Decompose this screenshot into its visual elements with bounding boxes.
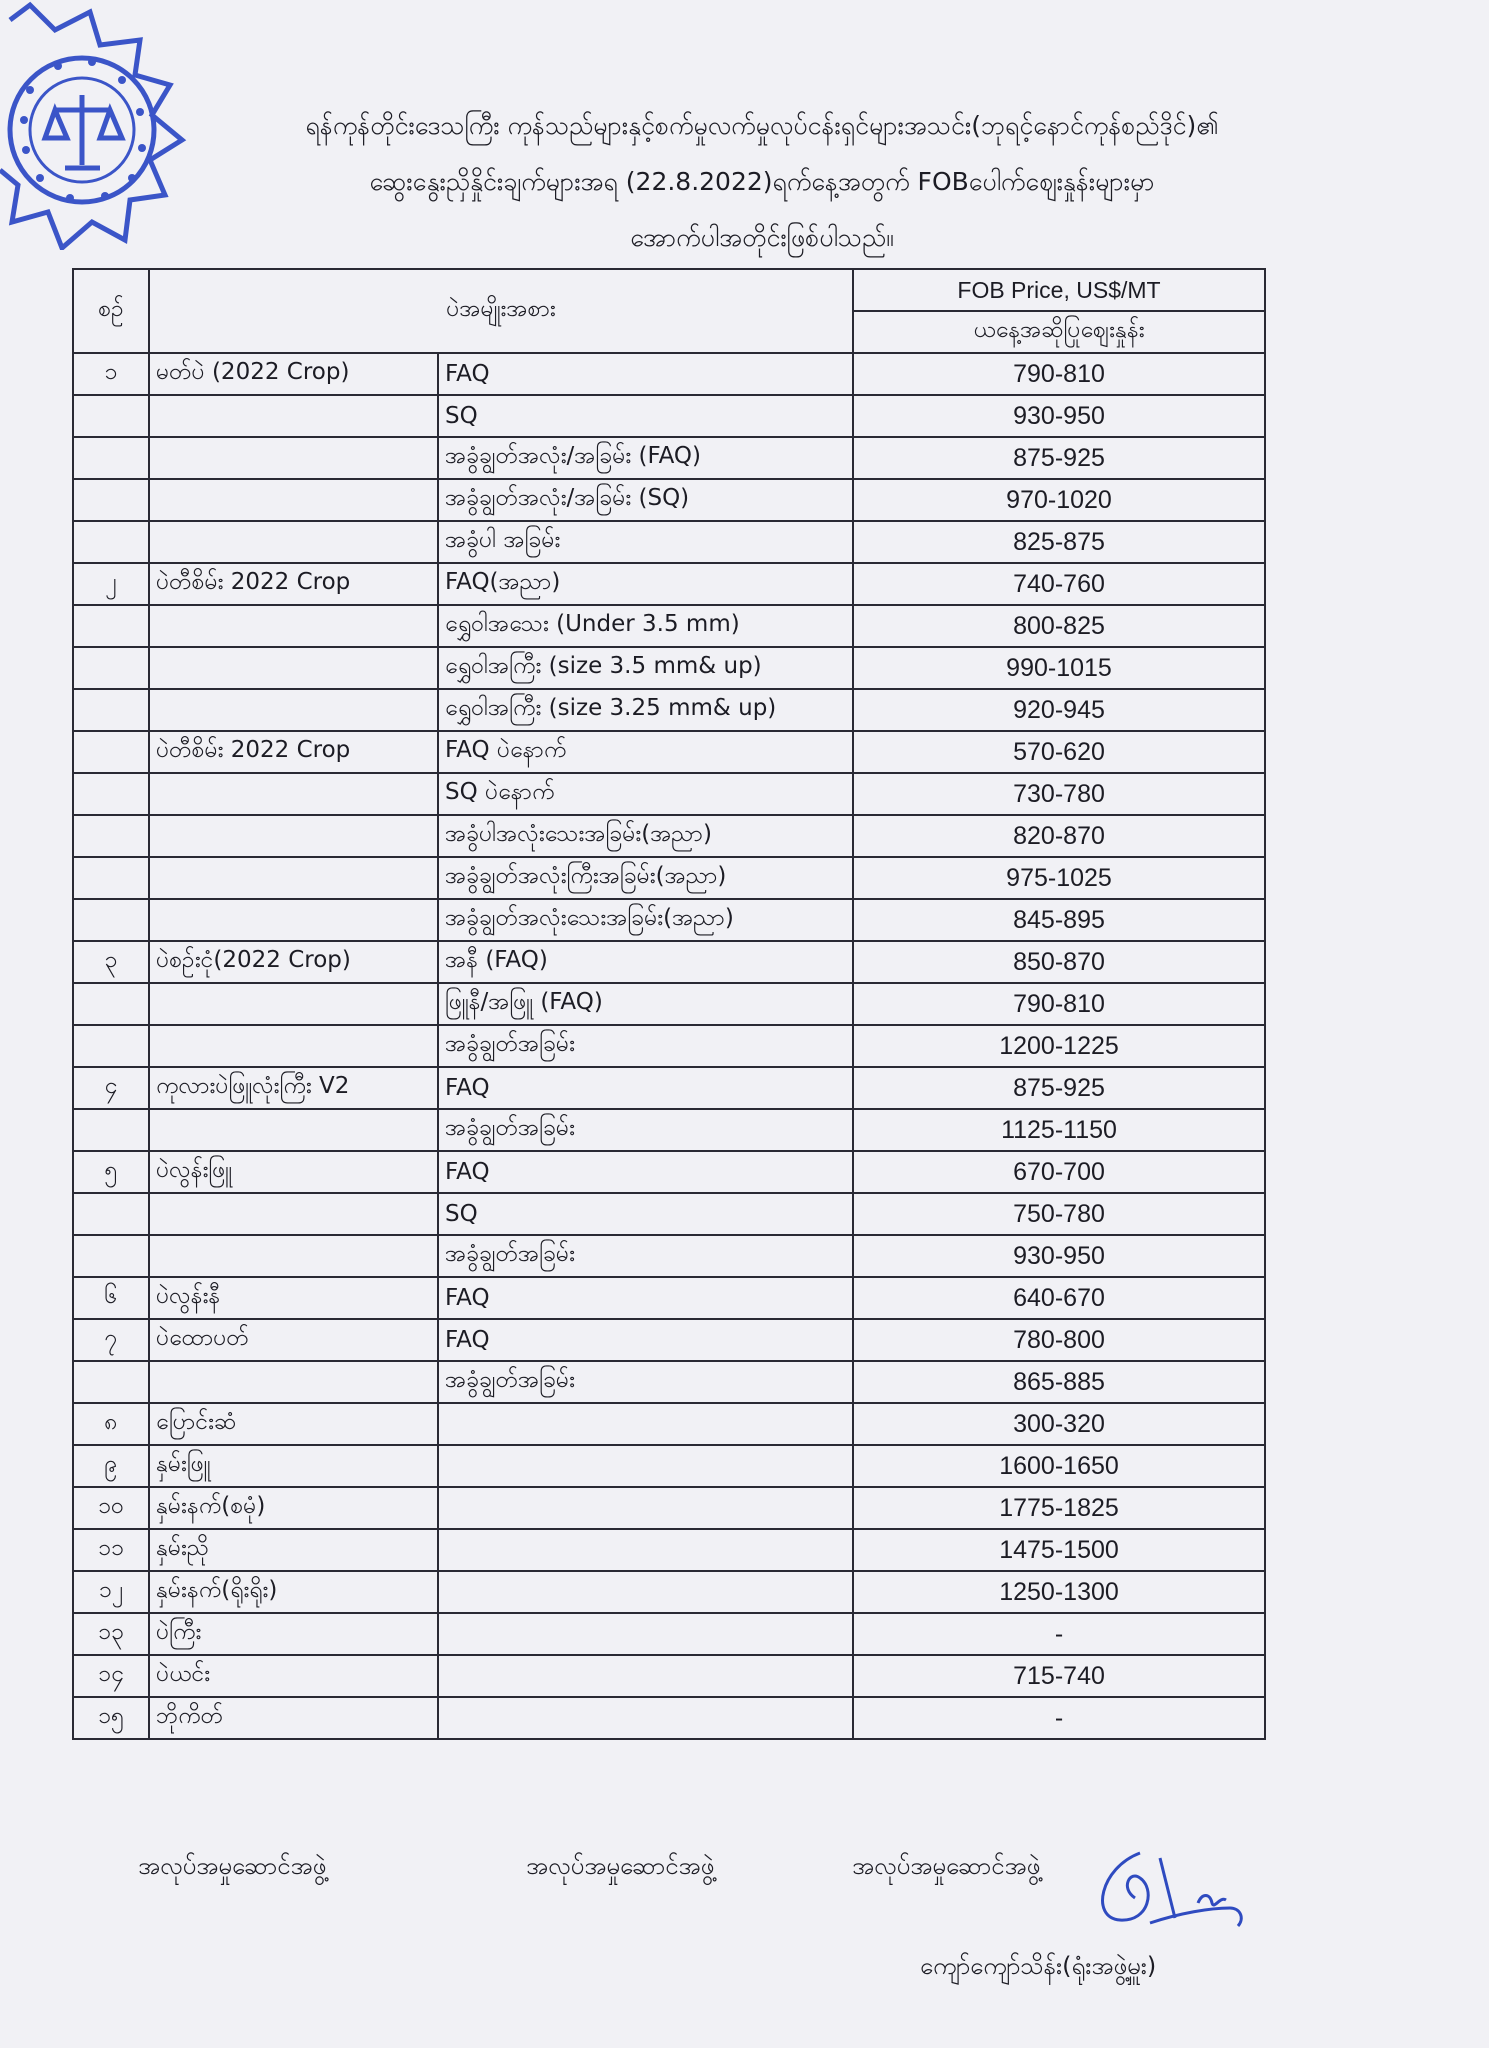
row-item — [149, 605, 438, 647]
row-number: ၁၀ — [73, 1487, 149, 1529]
col-header-no: စဉ် — [73, 269, 149, 353]
row-item — [149, 479, 438, 521]
row-item: မတ်ပဲ (2022 Crop) — [149, 353, 438, 395]
table-row — [73, 1361, 1265, 1403]
row-item: ပဲစဉ်းငုံ(2022 Crop) — [149, 941, 438, 983]
row-price: 930-950 — [853, 395, 1265, 437]
row-item: ဘိုကိတ် — [149, 1697, 438, 1739]
header-line-1: ရန်ကုန်တိုင်းဒေသကြီး ကုန်သည်များနှင့်စက်မှုလက်မှုလုပ်ငန်းရှင်များအသင်း(ဘုရင့်နောင်ကုန်စည်ဒိုင်)၏ — [305, 111, 1219, 140]
table-row — [73, 1277, 1265, 1319]
row-grade — [438, 1697, 853, 1739]
row-price: 1250-1300 — [853, 1571, 1265, 1613]
row-grade: FAQ(အညာ) — [438, 563, 853, 605]
row-grade: အခွံချွတ်အခြမ်း — [438, 1109, 853, 1151]
table-row — [73, 1109, 1265, 1151]
row-price: 970-1020 — [853, 479, 1265, 521]
row-grade: FAQ — [438, 1151, 853, 1193]
table-row — [73, 1697, 1265, 1739]
row-item: ပဲတီစိမ်း 2022 Crop — [149, 731, 438, 773]
row-price: 300-320 — [853, 1403, 1265, 1445]
row-grade: အခွံပါအလုံးသေးအခြမ်း(အညာ) — [438, 815, 853, 857]
row-number — [73, 983, 149, 1025]
row-grade: အခွံပါ အခြမ်း — [438, 521, 853, 563]
row-item: ပဲထောပတ် — [149, 1319, 438, 1361]
row-price: - — [853, 1613, 1265, 1655]
col-header-item: ပဲအမျိုးအစား — [149, 269, 853, 353]
row-grade: FAQ — [438, 1277, 853, 1319]
table-row — [73, 1151, 1265, 1193]
row-item: နှမ်းနက်(ရိုးရိုး) — [149, 1571, 438, 1613]
row-number — [73, 899, 149, 941]
row-item — [149, 815, 438, 857]
table-row — [73, 815, 1265, 857]
row-price: 570-620 — [853, 731, 1265, 773]
row-price: 865-885 — [853, 1361, 1265, 1403]
row-price: 875-925 — [853, 437, 1265, 479]
row-grade — [438, 1403, 853, 1445]
row-number: ၇ — [73, 1319, 149, 1361]
row-price: 845-895 — [853, 899, 1265, 941]
row-item: ကုလားပဲဖြူလုံးကြီး V2 — [149, 1067, 438, 1109]
table-row — [73, 1193, 1265, 1235]
row-grade: FAQ — [438, 1067, 853, 1109]
row-number — [73, 857, 149, 899]
row-grade: အခွံချွတ်အလုံး/အခြမ်း (SQ) — [438, 479, 853, 521]
row-price: 715-740 — [853, 1655, 1265, 1697]
row-price: 1775-1825 — [853, 1487, 1265, 1529]
col-header-price-sub: ယနေ့အဆိုပြုဈေးနှုန်း — [853, 311, 1265, 353]
row-price: 790-810 — [853, 353, 1265, 395]
row-grade: အခွံချွတ်အခြမ်း — [438, 1361, 853, 1403]
row-item: ပဲယင်း — [149, 1655, 438, 1697]
table-row — [73, 1655, 1265, 1697]
row-grade — [438, 1445, 853, 1487]
row-item — [149, 1109, 438, 1151]
footer-label-2: အလုပ်အမှုဆောင်အဖွဲ့ — [526, 1852, 715, 1880]
document-header — [212, 98, 1312, 266]
row-number — [73, 479, 149, 521]
row-price: - — [853, 1697, 1265, 1739]
table-row — [73, 1067, 1265, 1109]
table-row — [73, 1613, 1265, 1655]
row-grade — [438, 1613, 853, 1655]
row-number: ၂ — [73, 563, 149, 605]
table-row — [73, 983, 1265, 1025]
row-price: 750-780 — [853, 1193, 1265, 1235]
row-grade: အခွံချွတ်အလုံးကြီးအခြမ်း(အညာ) — [438, 857, 853, 899]
row-number — [73, 1193, 149, 1235]
table-row — [73, 1529, 1265, 1571]
row-item — [149, 521, 438, 563]
row-grade: အခွံချွတ်အလုံး/အခြမ်း (FAQ) — [438, 437, 853, 479]
row-price: 780-800 — [853, 1319, 1265, 1361]
row-price: 820-870 — [853, 815, 1265, 857]
row-grade: အနီ (FAQ) — [438, 941, 853, 983]
row-price: 875-925 — [853, 1067, 1265, 1109]
row-number — [73, 731, 149, 773]
row-number: ၁၁ — [73, 1529, 149, 1571]
row-item — [149, 395, 438, 437]
row-item — [149, 647, 438, 689]
row-grade: အခွံချွတ်အလုံးသေးအခြမ်း(အညာ) — [438, 899, 853, 941]
row-grade: ရွှေဝါအသေး (Under 3.5 mm) — [438, 605, 853, 647]
row-item — [149, 1361, 438, 1403]
row-item — [149, 983, 438, 1025]
row-number — [73, 521, 149, 563]
row-grade — [438, 1571, 853, 1613]
row-number — [73, 1025, 149, 1067]
row-price: 1600-1650 — [853, 1445, 1265, 1487]
table-row — [73, 521, 1265, 563]
row-number: ၉ — [73, 1445, 149, 1487]
row-grade: FAQ ပဲနောက် — [438, 731, 853, 773]
row-grade: SQ ပဲနောက် — [438, 773, 853, 815]
row-item: ပဲကြီး — [149, 1613, 438, 1655]
price-table-body — [73, 353, 1265, 1739]
organization-seal — [0, 0, 198, 250]
table-row — [73, 941, 1265, 983]
table-row — [73, 731, 1265, 773]
row-price: 1125-1150 — [853, 1109, 1265, 1151]
row-number: ၁၂ — [73, 1571, 149, 1613]
row-number — [73, 437, 149, 479]
row-grade — [438, 1529, 853, 1571]
row-price: 640-670 — [853, 1277, 1265, 1319]
row-number — [73, 689, 149, 731]
row-price: 790-810 — [853, 983, 1265, 1025]
row-grade: ရွှေဝါအကြီး (size 3.5 mm& up) — [438, 647, 853, 689]
row-price: 670-700 — [853, 1151, 1265, 1193]
header-line-2: ဆွေးနွေးညှိနှိုင်းချက်များအရ (22.8.2022)ရက်နေ့အတွက် FOBပေါက်ဈေးနှုန်းများမှာ — [369, 167, 1155, 196]
row-number: ၅ — [73, 1151, 149, 1193]
row-grade — [438, 1655, 853, 1697]
table-row — [73, 1487, 1265, 1529]
row-number: ၄ — [73, 1067, 149, 1109]
row-number — [73, 1109, 149, 1151]
table-row — [73, 395, 1265, 437]
row-number: ၁၃ — [73, 1613, 149, 1655]
row-number — [73, 773, 149, 815]
row-number: ၃ — [73, 941, 149, 983]
row-grade — [438, 1487, 853, 1529]
table-row — [73, 857, 1265, 899]
row-price: 825-875 — [853, 521, 1265, 563]
signer-name: ကျော်ကျော်သိန်း(ရုံးအဖွဲ့မှူး) — [920, 1952, 1157, 1980]
row-number: ၆ — [73, 1277, 149, 1319]
row-number — [73, 395, 149, 437]
row-item: နှမ်းနက်(စမုံ) — [149, 1487, 438, 1529]
row-price: 740-760 — [853, 563, 1265, 605]
table-row — [73, 605, 1265, 647]
table-row — [73, 1025, 1265, 1067]
table-row — [73, 1403, 1265, 1445]
row-item: ပဲလွန်းနီ — [149, 1277, 438, 1319]
row-price: 850-870 — [853, 941, 1265, 983]
row-item: ပဲတီစိမ်း 2022 Crop — [149, 563, 438, 605]
price-table — [72, 268, 1266, 1740]
row-number — [73, 1361, 149, 1403]
table-row — [73, 353, 1265, 395]
row-number: ၁၄ — [73, 1655, 149, 1697]
row-grade: ဖြူနီ/အဖြူ (FAQ) — [438, 983, 853, 1025]
row-item: ပဲလွန်းဖြူ — [149, 1151, 438, 1193]
row-price: 990-1015 — [853, 647, 1265, 689]
row-number: ၁၅ — [73, 1697, 149, 1739]
row-number: ၁ — [73, 353, 149, 395]
row-item — [149, 437, 438, 479]
row-grade: SQ — [438, 395, 853, 437]
footer-label-1: အလုပ်အမှုဆောင်အဖွဲ့ — [138, 1852, 327, 1880]
row-item: နှမ်းညို — [149, 1529, 438, 1571]
row-grade: အခွံချွတ်အခြမ်း — [438, 1025, 853, 1067]
row-price: 1475-1500 — [853, 1529, 1265, 1571]
row-grade: အခွံချွတ်အခြမ်း — [438, 1235, 853, 1277]
row-number — [73, 1235, 149, 1277]
row-price: 800-825 — [853, 605, 1265, 647]
handwritten-signature — [1080, 1848, 1260, 1938]
table-row — [73, 1445, 1265, 1487]
row-price: 975-1025 — [853, 857, 1265, 899]
row-item — [149, 1193, 438, 1235]
row-item: နှမ်းဖြူ — [149, 1445, 438, 1487]
row-grade: SQ — [438, 1193, 853, 1235]
row-grade: ရွှေဝါအကြီး (size 3.25 mm& up) — [438, 689, 853, 731]
table-row — [73, 773, 1265, 815]
row-item — [149, 1235, 438, 1277]
row-item — [149, 857, 438, 899]
row-grade: FAQ — [438, 1319, 853, 1361]
row-item — [149, 899, 438, 941]
row-number — [73, 647, 149, 689]
row-price: 730-780 — [853, 773, 1265, 815]
footer-label-3: အလုပ်အမှုဆောင်အဖွဲ့ — [852, 1852, 1041, 1880]
row-grade: FAQ — [438, 353, 853, 395]
col-header-price: FOB Price, US$/MT — [853, 269, 1265, 311]
table-row — [73, 479, 1265, 521]
table-row — [73, 1235, 1265, 1277]
row-item — [149, 1025, 438, 1067]
table-row — [73, 899, 1265, 941]
row-number: ၈ — [73, 1403, 149, 1445]
row-item — [149, 689, 438, 731]
row-number — [73, 815, 149, 857]
table-row — [73, 647, 1265, 689]
row-item: ပြောင်းဆံ — [149, 1403, 438, 1445]
table-row — [73, 1319, 1265, 1361]
row-price: 920-945 — [853, 689, 1265, 731]
header-line-3: အောက်ပါအတိုင်းဖြစ်ပါသည်။ — [630, 223, 894, 252]
table-row — [73, 689, 1265, 731]
table-row — [73, 563, 1265, 605]
row-price: 1200-1225 — [853, 1025, 1265, 1067]
table-row — [73, 1571, 1265, 1613]
row-price: 930-950 — [853, 1235, 1265, 1277]
table-row — [73, 437, 1265, 479]
row-item — [149, 773, 438, 815]
row-number — [73, 605, 149, 647]
